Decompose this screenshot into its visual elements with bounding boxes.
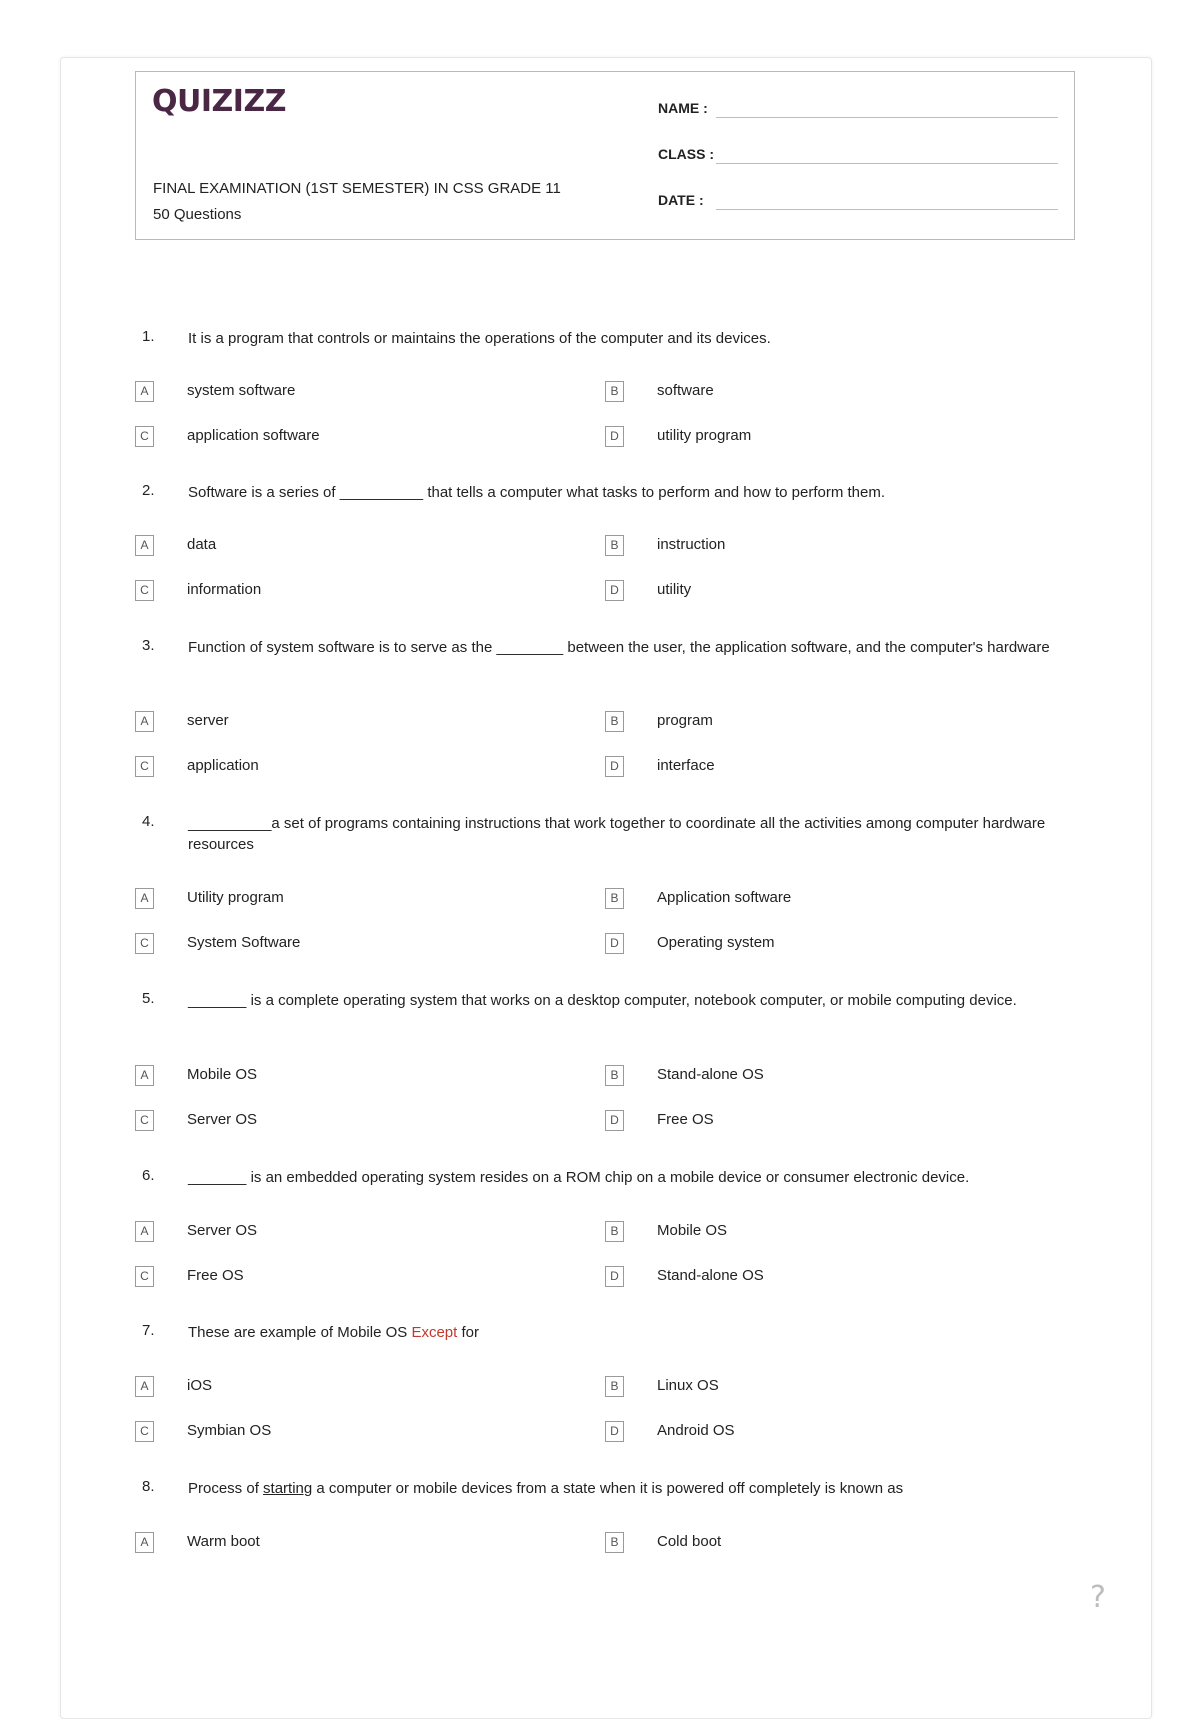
option-text: interface bbox=[657, 757, 715, 774]
option-d[interactable] bbox=[605, 1110, 1025, 1134]
question-count: 50 Questions bbox=[153, 206, 242, 223]
date-field[interactable] bbox=[658, 190, 1058, 210]
option-c[interactable] bbox=[135, 580, 555, 604]
class-label: CLASS : bbox=[658, 146, 714, 162]
option-a[interactable] bbox=[135, 535, 555, 559]
option-text: application bbox=[187, 757, 259, 774]
option-text: utility bbox=[657, 581, 692, 598]
option-text: iOS bbox=[187, 1377, 213, 1394]
option-d[interactable] bbox=[605, 933, 1025, 957]
question-number: 4. bbox=[142, 813, 155, 830]
option-a[interactable] bbox=[135, 1221, 555, 1245]
option-letter-box: A bbox=[135, 1376, 154, 1397]
option-letter-box: C bbox=[135, 580, 154, 601]
option-letter-box: B bbox=[605, 1221, 624, 1242]
option-letter-box: D bbox=[605, 1266, 624, 1287]
name-line[interactable] bbox=[716, 117, 1058, 118]
option-letter-box: B bbox=[605, 1532, 624, 1553]
option-letter-box: A bbox=[135, 535, 154, 556]
option-d[interactable] bbox=[605, 756, 1025, 780]
option-text: system software bbox=[187, 382, 296, 399]
help-icon[interactable]: ? bbox=[1090, 1580, 1106, 1615]
option-b[interactable] bbox=[605, 381, 1025, 405]
option-text: utility program bbox=[657, 427, 752, 444]
option-letter-box: A bbox=[135, 1532, 154, 1553]
option-text: Cold boot bbox=[657, 1533, 722, 1550]
option-letter-box: D bbox=[605, 933, 624, 954]
option-letter-box: D bbox=[605, 580, 624, 601]
option-text: Application software bbox=[657, 889, 792, 906]
option-b[interactable] bbox=[605, 535, 1025, 559]
class-line[interactable] bbox=[716, 163, 1058, 164]
option-text: data bbox=[187, 536, 217, 553]
question-text: _______ is an embedded operating system resides on a ROM chip on a mobile device or consumer electronic device. bbox=[188, 1169, 970, 1186]
date-line[interactable] bbox=[716, 209, 1058, 210]
option-text: Stand-alone OS bbox=[657, 1066, 764, 1083]
option-d[interactable] bbox=[605, 1421, 1025, 1445]
option-text: information bbox=[187, 581, 262, 598]
option-letter-box: C bbox=[135, 426, 154, 447]
option-text: Server OS bbox=[187, 1222, 258, 1239]
question-number: 7. bbox=[142, 1322, 155, 1339]
option-c[interactable] bbox=[135, 1266, 555, 1290]
option-text: Stand-alone OS bbox=[657, 1267, 764, 1284]
option-a[interactable] bbox=[135, 1532, 555, 1556]
option-letter-box: C bbox=[135, 933, 154, 954]
question-text-part: a computer or mobile devices from a state when it is powered off completely is known as bbox=[312, 1480, 904, 1497]
question-text-part: Process of bbox=[188, 1480, 264, 1497]
question-text: __________a set of programs containing instructions that work together to coordinate all the activities among computer hardware resources bbox=[188, 815, 1046, 853]
question-number: 8. bbox=[142, 1478, 155, 1495]
question-number: 5. bbox=[142, 990, 155, 1007]
worksheet-header bbox=[135, 71, 1075, 240]
option-c[interactable] bbox=[135, 1421, 555, 1445]
option-text: program bbox=[657, 712, 713, 729]
option-a[interactable] bbox=[135, 888, 555, 912]
option-text: Linux OS bbox=[657, 1377, 719, 1394]
question-text bbox=[188, 1478, 1084, 1499]
option-text: System Software bbox=[187, 934, 301, 951]
question-text bbox=[188, 1322, 1084, 1343]
date-label: DATE : bbox=[658, 192, 704, 208]
option-c[interactable] bbox=[135, 933, 555, 957]
option-letter-box: C bbox=[135, 1421, 154, 1442]
option-letter-box: B bbox=[605, 1376, 624, 1397]
question-text: Software is a series of __________ that tells a computer what tasks to perform and how to perform them. bbox=[188, 484, 886, 501]
option-b[interactable] bbox=[605, 1065, 1025, 1089]
starting-underline: starting bbox=[263, 1480, 313, 1497]
option-c[interactable] bbox=[135, 426, 555, 450]
option-letter-box: D bbox=[605, 426, 624, 447]
question-number: 2. bbox=[142, 482, 155, 499]
question-text: _______ is a complete operating system that works on a desktop computer, notebook computer, or mobile computing device. bbox=[188, 992, 1017, 1009]
question-text-part: These are example of Mobile OS bbox=[188, 1324, 412, 1341]
quizizz-logo: QUIZIZZ bbox=[152, 84, 286, 119]
question-text-part: for bbox=[457, 1324, 479, 1341]
option-letter-box: B bbox=[605, 381, 624, 402]
option-text: Free OS bbox=[657, 1111, 714, 1128]
option-text: application software bbox=[187, 427, 320, 444]
question-text: It is a program that controls or maintains the operations of the computer and its devices. bbox=[188, 330, 771, 347]
option-text: Android OS bbox=[657, 1422, 735, 1439]
option-text: Warm boot bbox=[187, 1533, 260, 1550]
class-field[interactable] bbox=[658, 144, 1058, 164]
exam-title: FINAL EXAMINATION (1ST SEMESTER) IN CSS GRADE 11 bbox=[153, 180, 561, 197]
option-b[interactable] bbox=[605, 1532, 1025, 1556]
option-letter-box: A bbox=[135, 711, 154, 732]
option-text: Operating system bbox=[657, 934, 775, 951]
question-text: Function of system software is to serve as the ________ between the user, the application software, and the computer's hardware bbox=[188, 639, 1050, 656]
option-c[interactable] bbox=[135, 1110, 555, 1134]
option-b[interactable] bbox=[605, 1376, 1025, 1400]
option-text: Mobile OS bbox=[657, 1222, 728, 1239]
option-letter-box: D bbox=[605, 756, 624, 777]
option-letter-box: D bbox=[605, 1110, 624, 1131]
option-c[interactable] bbox=[135, 756, 555, 780]
option-letter-box: C bbox=[135, 1266, 154, 1287]
option-letter-box: A bbox=[135, 381, 154, 402]
option-letter-box: A bbox=[135, 888, 154, 909]
option-b[interactable] bbox=[605, 888, 1025, 912]
option-text: instruction bbox=[657, 536, 726, 553]
option-letter-box: B bbox=[605, 888, 624, 909]
name-field[interactable] bbox=[658, 98, 1058, 118]
option-b[interactable] bbox=[605, 1221, 1025, 1245]
option-text: Server OS bbox=[187, 1111, 258, 1128]
option-letter-box: C bbox=[135, 1110, 154, 1131]
option-letter-box: A bbox=[135, 1065, 154, 1086]
option-a[interactable] bbox=[135, 1376, 555, 1400]
option-text: Free OS bbox=[187, 1267, 244, 1284]
option-letter-box: B bbox=[605, 535, 624, 556]
option-text: software bbox=[657, 382, 714, 399]
option-d[interactable] bbox=[605, 1266, 1025, 1290]
question-number: 3. bbox=[142, 637, 155, 654]
option-letter-box: B bbox=[605, 711, 624, 732]
question-number: 6. bbox=[142, 1167, 155, 1184]
option-a[interactable] bbox=[135, 1065, 555, 1089]
option-b[interactable] bbox=[605, 711, 1025, 735]
option-d[interactable] bbox=[605, 426, 1025, 450]
option-d[interactable] bbox=[605, 580, 1025, 604]
option-text: Symbian OS bbox=[187, 1422, 272, 1439]
option-a[interactable] bbox=[135, 381, 555, 405]
option-text: Mobile OS bbox=[187, 1066, 258, 1083]
option-a[interactable] bbox=[135, 711, 555, 735]
option-text: Utility program bbox=[187, 889, 284, 906]
option-letter-box: B bbox=[605, 1065, 624, 1086]
option-letter-box: A bbox=[135, 1221, 154, 1242]
name-label: NAME : bbox=[658, 100, 708, 116]
question-number: 1. bbox=[142, 328, 155, 345]
except-highlight: Except bbox=[411, 1324, 458, 1341]
option-letter-box: D bbox=[605, 1421, 624, 1442]
option-letter-box: C bbox=[135, 756, 154, 777]
option-text: server bbox=[187, 712, 229, 729]
